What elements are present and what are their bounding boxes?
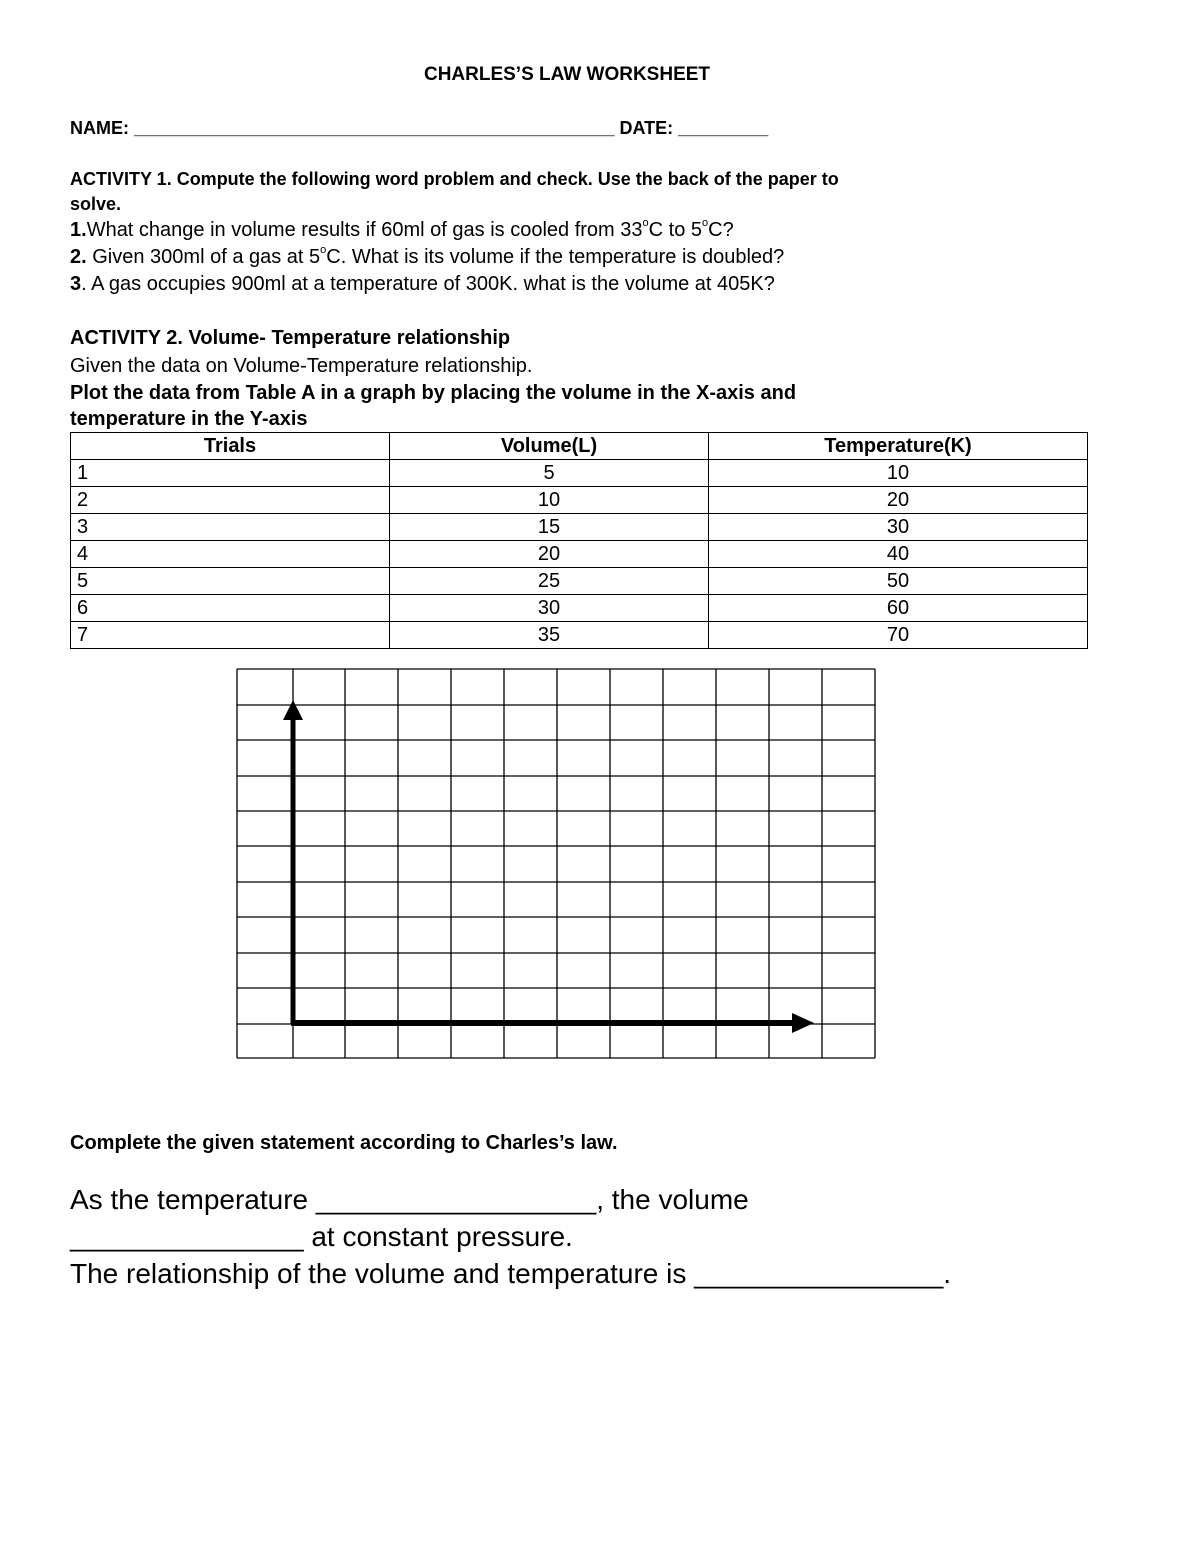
problem-number: 3 — [70, 273, 82, 295]
temperature-cell: 30 — [709, 514, 1088, 541]
statement-line-2[interactable]: _______________ at constant pressure. — [70, 1221, 573, 1252]
trial-cell: 5 — [71, 568, 390, 595]
volume-cell: 25 — [390, 568, 709, 595]
table-row — [71, 595, 1088, 622]
temperature-cell: 70 — [709, 622, 1088, 649]
header-temperature: Temperature(K) — [709, 433, 1088, 460]
header-volume: Volume(L) — [390, 433, 709, 460]
table-row — [71, 460, 1088, 487]
trial-cell: 4 — [71, 541, 390, 568]
problem-text: . A gas occupies 900ml at a temperature of 300K. what is the volume at 405K? — [81, 273, 775, 295]
trial-cell: 7 — [71, 622, 390, 649]
table-header-row — [71, 433, 1088, 460]
problem-text: What change in volume results if 60ml of gas is cooled from 33 — [86, 219, 643, 241]
degree-sup: o — [320, 244, 327, 256]
table-row — [71, 541, 1088, 568]
volume-cell: 10 — [390, 487, 709, 514]
table-row — [71, 514, 1088, 541]
activity2-heading: ACTIVITY 2. Volume- Temperature relationship — [70, 327, 511, 349]
temperature-cell: 40 — [709, 541, 1088, 568]
complete-instruction: Complete the given statement according to Charles’s law. — [70, 1132, 618, 1154]
activity2-subheading: Given the data on Volume-Temperature relationship. — [70, 355, 533, 377]
problem-text: Given 300ml of a gas at 5 — [86, 246, 321, 268]
table-row — [71, 487, 1088, 514]
name-date-line[interactable]: NAME: ________________________________________________ DATE: _________ — [70, 118, 769, 138]
degree-sup: o — [702, 217, 709, 229]
volume-cell: 35 — [390, 622, 709, 649]
temperature-cell: 10 — [709, 460, 1088, 487]
volume-temperature-table — [70, 432, 1088, 649]
volume-cell: 30 — [390, 595, 709, 622]
y-axis-arrow — [283, 700, 303, 1024]
x-axis-arrow — [291, 1013, 814, 1033]
activity2-instruction: Plot the data from Table A in a graph by placing the volume in the X-axis and — [70, 382, 797, 404]
trial-cell: 6 — [71, 595, 390, 622]
problem-1 — [70, 219, 734, 242]
volume-cell: 20 — [390, 541, 709, 568]
degree-sup: o — [642, 217, 649, 229]
problem-2 — [70, 246, 784, 269]
temperature-cell: 50 — [709, 568, 1088, 595]
problem-text: C? — [708, 219, 734, 241]
trial-cell: 2 — [71, 487, 390, 514]
graph-grid — [236, 668, 878, 1060]
problem-number: 1. — [70, 219, 87, 241]
grid-lines — [237, 669, 875, 1058]
activity1-heading: ACTIVITY 1. Compute the following word problem and check. Use the back of the paper to — [70, 169, 839, 189]
trial-cell: 1 — [71, 460, 390, 487]
problem-number: 2. — [70, 246, 87, 268]
header-trials: Trials — [71, 433, 390, 460]
statement-line-3[interactable]: The relationship of the volume and temperature is ________________. — [70, 1258, 952, 1289]
page-title: CHARLES’S LAW WORKSHEET — [423, 64, 711, 85]
table-row — [71, 568, 1088, 595]
temperature-cell: 20 — [709, 487, 1088, 514]
problem-text: C. What is its volume if the temperature is doubled? — [326, 246, 785, 268]
volume-cell: 15 — [390, 514, 709, 541]
temperature-cell: 60 — [709, 595, 1088, 622]
activity2-instruction-cont: temperature in the Y-axis — [70, 408, 308, 430]
table-row — [71, 622, 1088, 649]
problem-3 — [70, 273, 775, 296]
activity1-heading-cont: solve. — [70, 194, 122, 214]
volume-cell: 5 — [390, 460, 709, 487]
statement-line-1[interactable]: As the temperature __________________, the volume — [70, 1184, 749, 1215]
problem-text: C to 5 — [648, 219, 702, 241]
trial-cell: 3 — [71, 514, 390, 541]
